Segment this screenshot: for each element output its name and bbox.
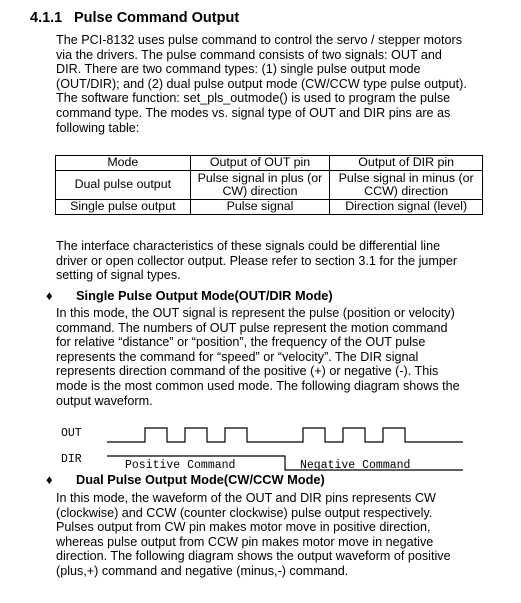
table-row bbox=[56, 171, 483, 200]
table-header-cell: Mode bbox=[56, 156, 191, 171]
intro-paragraph bbox=[56, 33, 470, 135]
single-mode-heading bbox=[46, 288, 333, 303]
paragraph-line: In this mode, the waveform of the OUT and DIR pins represents CW bbox=[56, 491, 436, 505]
dual-mode-heading bbox=[46, 472, 325, 487]
paragraph-line: via the drivers. The pulse command consists of two signals: OUT and bbox=[56, 47, 442, 62]
table-cell: Single pulse output bbox=[56, 200, 191, 215]
negative-command-label: Negative Command bbox=[300, 459, 411, 472]
paragraph-line: following table: bbox=[56, 120, 140, 135]
section-heading bbox=[30, 10, 239, 26]
out-pulse-train bbox=[107, 428, 463, 442]
interface-paragraph bbox=[56, 239, 470, 283]
paragraph-line: (plus,+) command and negative (minus,-) command. bbox=[56, 563, 349, 578]
paragraph-line: whereas pulse output from CCW pin makes motor move in negative bbox=[56, 534, 434, 549]
paragraph-line: setting of signal types. bbox=[56, 268, 181, 283]
paragraph-line: direction. The following diagram shows the output waveform of positive bbox=[56, 549, 451, 564]
paragraph-line: (OUT/DIR); and (2) dual pulse output mode (CW/CCW type pulse output). bbox=[56, 76, 467, 91]
table-cell: Pulse signal in minus (or CCW) direction bbox=[330, 171, 483, 200]
dual-mode-title: Dual Pulse Output Mode(CW/CCW Mode) bbox=[76, 472, 325, 487]
paragraph-line: represents the command for “speed” or “velocity”. The DIR signal bbox=[56, 349, 419, 364]
table-row bbox=[56, 200, 483, 215]
table-header-cell: Output of OUT pin bbox=[190, 156, 330, 171]
paragraph-line: The software function: set_pls_outmode() is used to program the pulse bbox=[56, 91, 451, 106]
dual-mode-paragraph bbox=[56, 491, 470, 579]
paragraph-line: command. The numbers of OUT pulse represent the motion command bbox=[56, 320, 448, 335]
table-cell: Pulse signal in plus (or CW) direction bbox=[190, 171, 330, 200]
paragraph-line: The PCI-8132 uses pulse command to control the servo / stepper motors bbox=[56, 33, 462, 47]
table-cell: Dual pulse output bbox=[56, 171, 191, 200]
waveform-diagram bbox=[55, 418, 475, 474]
paragraph-line: In this mode, the OUT signal is represent the pulse (position or velocity) bbox=[56, 306, 455, 320]
paragraph-line: driver or open collector output. Please refer to section 3.1 for the jumper bbox=[56, 253, 458, 268]
paragraph-line: (clockwise) and CCW (counter clockwise) pulse output respectively. bbox=[56, 505, 433, 520]
dir-signal-label: DIR bbox=[61, 453, 82, 466]
paragraph-line: for relative “distance” or “position”, the frequency of the OUT pulse bbox=[56, 335, 426, 350]
positive-command-label: Positive Command bbox=[125, 459, 236, 472]
table-cell: Pulse signal bbox=[190, 200, 330, 215]
paragraph-line: Pulses output from CW pin makes motor move in positive direction, bbox=[56, 520, 431, 535]
table-cell: Direction signal (level) bbox=[330, 200, 483, 215]
table-header-cell: Output of DIR pin bbox=[330, 156, 483, 171]
paragraph-line: represents direction command of the positive (+) or negative (-). This bbox=[56, 364, 439, 379]
table-header-row bbox=[56, 156, 483, 171]
section-title: Pulse Command Output bbox=[74, 10, 240, 26]
bullet-icon: ♦ bbox=[46, 472, 53, 487]
section-number: 4.1.1 bbox=[30, 10, 63, 26]
mode-signal-table bbox=[55, 155, 483, 215]
out-signal-label: OUT bbox=[61, 427, 82, 440]
paragraph-line: command type. The modes vs. signal type of OUT and DIR pins are as bbox=[56, 105, 451, 120]
paragraph-line: The interface characteristics of these signals could be differential line bbox=[56, 239, 441, 253]
paragraph-line: DIR. There are two command types: (1) single pulse output mode bbox=[56, 62, 421, 77]
bullet-icon: ♦ bbox=[46, 288, 53, 303]
paragraph-line: mode is the most common used mode. The following diagram shows the bbox=[56, 378, 460, 393]
single-mode-paragraph bbox=[56, 306, 470, 408]
single-mode-title: Single Pulse Output Mode(OUT/DIR Mode) bbox=[76, 288, 333, 303]
paragraph-line: output waveform. bbox=[56, 393, 153, 408]
